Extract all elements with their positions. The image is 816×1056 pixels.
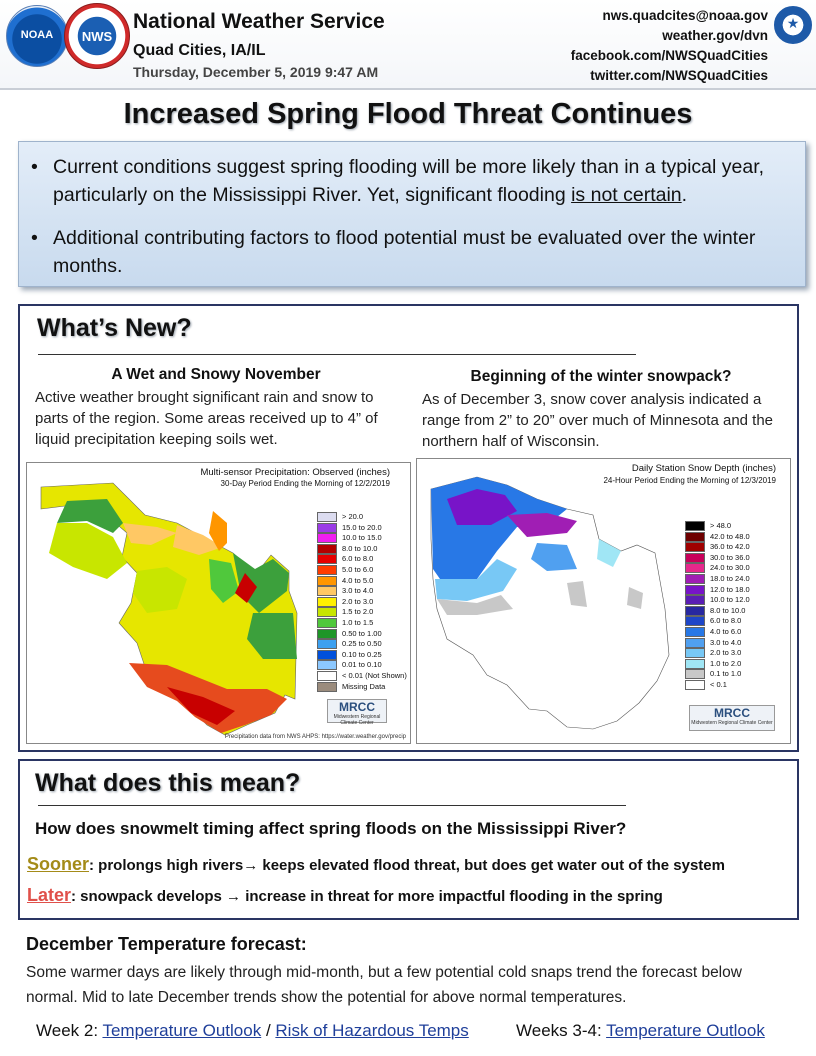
legend-swatch [685,585,705,595]
legend-swatch [685,680,705,690]
legend-swatch [317,618,337,628]
legend-entry [685,606,745,616]
legend-entry [317,671,407,681]
nws-logo-text: NWS [81,29,113,44]
legend-entry [685,595,750,605]
legend-label: 8.0 to 10.0 [342,543,378,553]
office-title: National Weather Service [133,10,385,33]
legend-entry [317,512,363,522]
legend-label: > 20.0 [342,512,364,521]
legend-entry [317,533,382,543]
legend-label: 18.0 to 24.0 [710,574,750,583]
legend-swatch [685,542,705,552]
legend-swatch [317,523,337,533]
section-divider [38,354,636,355]
link-separator: / [261,1021,276,1040]
legend-label: 10.0 to 12.0 [710,595,750,605]
legend-entry [685,616,741,626]
summary-box [18,141,806,287]
legend-entry [317,586,373,596]
later-label: Later [27,885,72,905]
legend-label: 0.10 to 0.25 [342,649,382,659]
legend-entry [685,585,750,595]
later-line [27,885,663,906]
legend-swatch [317,586,337,596]
wet-snowy-heading: A Wet and Snowy November [111,366,321,383]
legend-swatch [685,532,705,542]
week2-label: Week 2: [36,1021,103,1040]
legend-entry [685,638,741,648]
legend-entry [317,544,377,554]
legend-entry [317,523,382,533]
legend-entry [317,650,382,660]
legend-swatch [317,533,337,543]
email-link[interactable]: nws.quadcites@noaa.gov [602,8,768,23]
legend-label: 36.0 to 42.0 [710,542,750,552]
legend-label: 2.0 to 3.0 [710,648,742,658]
precip-map-title: Multi-sensor Precipitation: Observed (inches) [200,467,390,478]
legend-swatch [685,563,705,573]
precip-mrcc-sub: Midwestern Regional Climate Center [333,714,381,726]
sooner-text: : prolongs high rivers→ keeps elevated flood threat, but does get water out of the system [89,857,725,874]
snow-depth-map [416,458,791,744]
bullet-1-text: Current conditions suggest spring flooding will be more likely than in a typical year, particularly on the Mississippi River. Yet, significant flooding [53,156,765,206]
legend-entry [685,669,741,679]
legend-label: 6.0 to 8.0 [710,616,742,626]
week2-temperature-outlook-link[interactable]: Temperature Outlook [102,1021,262,1040]
legend-label: 10.0 to 15.0 [342,533,382,543]
precipitation-map [26,462,411,744]
meaning-title: What does this mean? [35,769,301,797]
legend-entry [317,597,373,607]
legend-swatch [317,512,337,522]
legend-label: 0.01 to 0.10 [342,660,382,670]
facebook-link[interactable]: facebook.com/NWSQuadCities [570,48,768,63]
legend-swatch [317,607,337,617]
legend-label: 4.0 to 5.0 [342,575,374,585]
december-forecast-text: Some warmer days are likely through mid-month, but a few potential cold snaps trend the forecast below normal. Mid to late December trends show the potential for above normal temperatures. [26,964,742,1006]
legend-label: 0.25 to 0.50 [342,639,382,649]
bullet-dot-icon: • [31,156,38,178]
legend-label: < 0.01 (Not Shown) [342,671,407,680]
december-forecast-title: December Temperature forecast: [26,934,307,954]
legend-entry [685,542,750,552]
legend-swatch [685,669,705,679]
legend-swatch [685,574,705,584]
legend-label: 1.0 to 2.0 [710,658,742,668]
twitter-link[interactable]: twitter.com/NWSQuadCities [590,68,768,83]
snowmelt-question: How does snowmelt timing affect spring floods on the Mississippi River? [35,819,627,838]
issue-datetime: Thursday, December 5, 2019 9:47 AM [133,64,379,80]
snowpack-heading: Beginning of the winter snowpack? [470,368,732,385]
legend-swatch [317,554,337,564]
precip-mrcc-text: MRCC [339,700,375,714]
noaa-logo [6,5,68,67]
week34-links [516,1021,765,1041]
legend-swatch [685,638,705,648]
doc-seal-icon: ★ [774,6,812,44]
legend-label: 42.0 to 48.0 [710,531,750,541]
legend-label: 1.5 to 2.0 [342,607,374,617]
legend-label: 3.0 to 4.0 [710,637,742,647]
legend-entry [317,554,373,564]
legend-entry [317,660,382,670]
legend-entry [317,607,373,617]
legend-swatch [685,595,705,605]
legend-swatch [685,627,705,637]
whats-new-title: What’s New? [37,314,192,342]
legend-label: 4.0 to 6.0 [710,627,742,636]
legend-swatch [317,544,337,554]
legend-label: < 0.1 [710,680,727,689]
bullet-2-text: Additional contributing factors to flood potential must be evaluated over the winter months. [53,227,756,277]
precip-source-note: Precipitation data from NWS AHPS: https://water.weather.gov/precip [224,734,406,740]
legend-entry [685,574,750,584]
legend-swatch [317,565,337,575]
legend-entry [685,553,750,563]
legend-swatch [317,639,337,649]
what-does-this-mean-section [18,759,799,920]
legend-swatch [317,629,337,639]
later-text: : snowpack develops → increase in threat for more impactful flooding in the spring [71,888,663,905]
legend-swatch [685,606,705,616]
sooner-label: Sooner [27,854,90,874]
week2-links [36,1021,469,1041]
snow-mrcc-logo [689,705,775,731]
legend-entry [317,565,373,575]
legend-swatch [317,576,337,586]
legend-label: 5.0 to 6.0 [342,565,374,574]
legend-label: 6.0 to 8.0 [342,554,374,564]
week34-label: Weeks 3-4: [516,1021,607,1040]
legend-entry [317,682,385,692]
legend-label: > 48.0 [710,521,732,530]
legend-swatch [317,660,337,670]
not-certain-text: is not certain [571,184,682,206]
legend-label: 0.1 to 1.0 [710,669,742,679]
sooner-line [27,854,725,875]
legend-entry [685,680,727,690]
contact-links [571,6,768,86]
hazardous-temps-link[interactable]: Risk of Hazardous Temps [275,1021,469,1040]
legend-label: 8.0 to 10.0 [710,605,746,615]
snow-map-title: Daily Station Snow Depth (inches) [631,463,776,474]
snowpack-text: As of December 3, snow cover analysis indicated a range from 2” to 20” over much of Minnesota and the northern half of Wisconsin. [422,391,774,450]
legend-entry [685,532,750,542]
legend-label: 12.0 to 18.0 [710,584,750,594]
legend-label: Missing Data [342,681,386,691]
legend-label: 15.0 to 20.0 [342,522,382,532]
legend-label: 24.0 to 30.0 [710,563,750,573]
bullet-1-end: . [681,184,688,206]
snow-mrcc-text: MRCC [714,706,750,720]
nws-logo [64,3,130,69]
legend-swatch [685,659,705,669]
legend-entry [317,576,373,586]
bullet-dot-icon: • [31,227,38,249]
legend-swatch [685,616,705,626]
precip-mrcc-logo [327,699,387,726]
headline: Increased Spring Flood Threat Continues [123,98,693,130]
legend-swatch [317,682,337,692]
precip-map-period: 30-Day Period Ending the Morning of 12/2/2019 [220,479,390,488]
legend-entry [685,659,741,669]
whats-new-section [18,304,799,752]
section-divider [38,805,626,806]
legend-label: 3.0 to 4.0 [342,586,374,596]
legend-label: 1.0 to 1.5 [342,618,374,627]
legend-label: 30.0 to 36.0 [710,552,750,562]
legend-entry [317,629,382,639]
noaa-logo-text: NOAA [20,29,54,41]
legend-swatch [685,648,705,658]
legend-swatch [685,521,705,531]
legend-entry [317,618,373,628]
office-location: Quad Cities, IA/IL [133,42,266,59]
legend-entry [685,563,750,573]
legend-label: 2.0 to 3.0 [342,596,374,606]
legend-swatch [685,553,705,563]
legend-swatch [317,650,337,660]
snow-mrcc-sub: Midwestern Regional Climate Center [691,720,773,726]
legend-entry [685,627,741,637]
legend-entry [685,648,741,658]
snow-map-period: 24-Hour Period Ending the Morning of 12/3/2019 [603,476,776,485]
wet-snowy-text: Active weather brought significant rain and snow to parts of the region. Some areas received up to 4” of liquid precipitation keeping soils wet. [35,389,378,448]
legend-label: 0.50 to 1.00 [342,628,382,638]
page-header [0,0,816,90]
legend-swatch [317,671,337,681]
legend-swatch [317,597,337,607]
legend-entry [685,521,731,531]
website-link[interactable]: weather.gov/dvn [662,28,768,43]
legend-entry [317,639,382,649]
week34-temperature-outlook-link[interactable]: Temperature Outlook [606,1021,765,1040]
